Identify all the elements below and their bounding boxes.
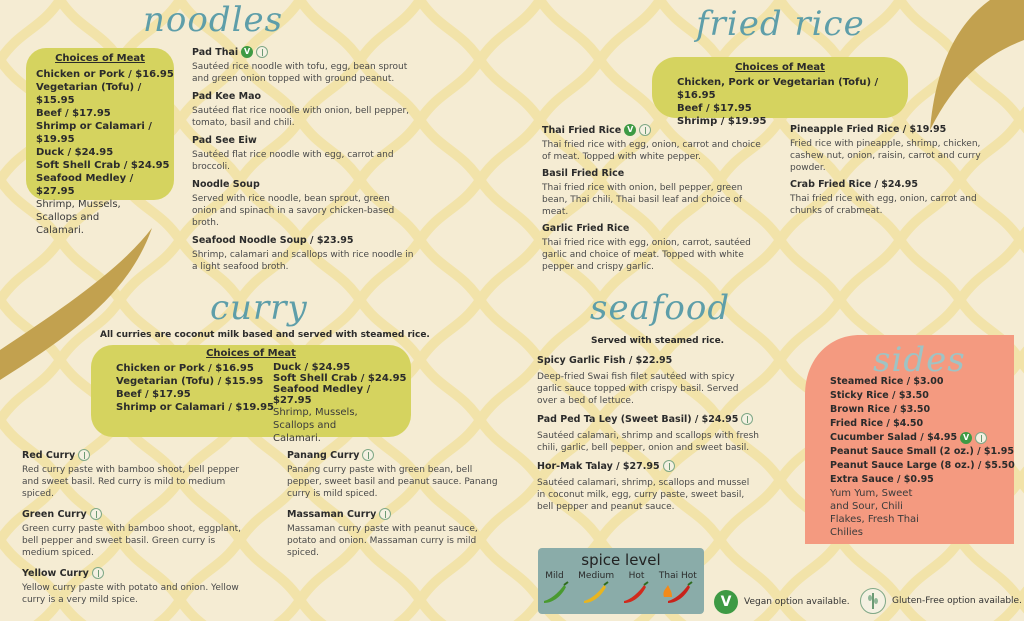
- side-item: Cucumber Salad / $4.95 V: [830, 431, 1012, 445]
- vegan-icon: V: [241, 46, 253, 58]
- spice-title: spice level: [581, 551, 661, 569]
- meat-note: Shrimp, Mussels,: [36, 199, 121, 210]
- dish-name: Seafood Noodle Soup / $23.95: [192, 235, 354, 246]
- dish-name: Thai Fried Rice V: [542, 124, 762, 136]
- noodles-meat-title: Choices of Meat: [55, 53, 145, 64]
- meat-note: Scallops and: [36, 212, 100, 223]
- dish-name: Massaman Curry: [287, 508, 509, 520]
- meat-choice: Seafood Medley / $27.95: [36, 173, 134, 197]
- dish-desc: Fried rice with pineapple, shrimp, chicken, cashew nut, onion, raisin, carrot and curry powder.: [790, 139, 981, 173]
- gluten-free-icon: [741, 413, 753, 425]
- dish-desc: Yellow curry paste with potato and onion. Yellow curry is a very mild spice.: [22, 583, 239, 605]
- meat-choice: Beef / $17.95: [677, 103, 752, 114]
- seafood-note: Served with steamed rice.: [591, 336, 725, 346]
- meat-choice: Shrimp or Calamari / $19.95: [116, 402, 275, 413]
- meat-choice: Beef / $17.95: [116, 389, 191, 400]
- meat-choice: Seafood Medley / $27.95: [273, 384, 371, 406]
- fried-rice-heading: fried rice: [696, 4, 865, 44]
- meat-choice: Vegetarian (Tofu) / $15.95: [36, 82, 142, 106]
- fried-rice-meat-box: [652, 57, 908, 127]
- dish-desc: Sautéed calamari, shrimp and scallops with fresh chili, garlic, bell pepper, onion and sweet basil.: [537, 431, 759, 453]
- meat-note: Calamari.: [36, 225, 84, 236]
- meat-choice: Vegetarian (Tofu) / $15.95: [116, 376, 264, 387]
- side-note: and Sour, Chili: [830, 501, 903, 512]
- legend-vegan: [714, 590, 850, 614]
- spice-label-mild: Mild: [545, 571, 564, 581]
- dish-desc: Served with rice noodle, bean sprout, green onion and spinach in a savory chicken-based broth.: [192, 194, 395, 228]
- spice-label-hot: Hot: [628, 571, 645, 581]
- meat-choice: Chicken, Pork or Vegetarian (Tofu) / $16.95: [677, 77, 879, 101]
- meat-note: Scallops and: [273, 420, 337, 431]
- dish-name: Red Curry: [22, 449, 247, 461]
- dish-desc: Sautéed calamari, shrimp, scallops and mussel in coconut milk, egg, curry paste, sweet basil, bell pepper and peanut sauce.: [537, 478, 750, 512]
- curry-dishes-right: [287, 449, 509, 559]
- gluten-free-icon: [90, 508, 102, 520]
- meat-choice: Shrimp / $19.95: [677, 116, 767, 127]
- dish-name: Green Curry: [22, 508, 247, 520]
- seafood-heading: seafood: [590, 288, 731, 328]
- side-item: Peanut Sauce Large (8 oz.) / $5.50: [830, 460, 1015, 471]
- dish-desc: Panang curry paste with green bean, bell pepper, sweet basil and peanut sauce. Panang curry is mild spiced.: [287, 465, 498, 499]
- side-note: Chilies: [830, 527, 864, 538]
- spice-label-medium: Medium: [578, 571, 615, 581]
- dish-desc: Thai fried rice with egg, onion, carrot and choice of meat. Topped with white pepper.: [542, 140, 761, 162]
- dish-desc: Massaman curry paste with peanut sauce, potato and onion. Massaman curry is mild spiced.: [287, 524, 478, 558]
- green-chili-icon: [544, 582, 568, 603]
- dish-name: Spicy Garlic Fish / $22.95: [537, 355, 673, 366]
- dish-name: Pad Thai V: [192, 46, 417, 58]
- meat-choice: Duck / $24.95: [273, 362, 351, 373]
- dish-name: Crab Fried Rice / $24.95: [790, 179, 918, 190]
- dish-name: Pineapple Fried Rice / $19.95: [790, 124, 947, 135]
- gluten-free-icon: [975, 432, 987, 444]
- side-item: Steamed Rice / $3.00: [830, 376, 944, 387]
- noodles-dishes: [192, 46, 417, 273]
- dish-desc: Thai fried rice with egg, onion, carrot and chunks of crabmeat.: [790, 194, 977, 216]
- dish-desc: Deep-fried Swai fish filet sautéed with spicy garlic sauce topped with crispy basil. Served over a bed of lettuce.: [537, 372, 739, 406]
- dish-desc: Sautéed rice noodle with tofu, egg, bean sprout and green onion topped with ground peanut.: [192, 62, 408, 84]
- fried-rice-dishes-left: [542, 124, 762, 273]
- flaming-chili-icon: [663, 582, 692, 603]
- dish-desc: Green curry paste with bamboo shoot, eggplant, bell pepper and sweet basil. Green curry is medium spiced.: [22, 524, 242, 558]
- vegan-icon: V: [714, 590, 738, 614]
- curry-meat-box: [91, 345, 411, 444]
- noodles-heading: noodles: [143, 0, 284, 40]
- meat-note: Calamari.: [273, 433, 321, 444]
- vegan-icon: V: [960, 432, 972, 444]
- fried-rice-meat-title: Choices of Meat: [735, 62, 825, 73]
- dish-name: Basil Fried Rice: [542, 168, 625, 179]
- curry-meat-title: Choices of Meat: [206, 348, 296, 359]
- side-item: Extra Sauce / $0.95: [830, 474, 934, 485]
- spice-level-box: [538, 548, 704, 614]
- side-note: Yum Yum, Sweet: [830, 488, 913, 499]
- yellow-chili-icon: [584, 582, 608, 603]
- gluten-free-icon: [663, 460, 675, 472]
- vegan-icon: V: [624, 124, 636, 136]
- gluten-free-icon: [362, 449, 374, 461]
- spice-label-thai-hot: Thai Hot: [658, 571, 697, 581]
- meat-choice: Shrimp or Calamari / $19.95: [36, 121, 152, 145]
- dish-desc: Shrimp, calamari and scallops with rice noodle in a light seafood broth.: [192, 250, 414, 272]
- side-item: Peanut Sauce Small (2 oz.) / $1.95: [830, 446, 1014, 457]
- dish-name: Garlic Fried Rice: [542, 223, 630, 234]
- dish-name: Noodle Soup: [192, 179, 260, 190]
- seafood-dishes: [537, 355, 759, 513]
- gluten-free-icon: [379, 508, 391, 520]
- meat-choice: Beef / $17.95: [36, 108, 111, 119]
- dish-name: Pad See Eiw: [192, 135, 257, 146]
- dish-desc: Red curry paste with bamboo shoot, bell pepper and sweet basil. Red curry is mild to medium spiced.: [22, 465, 240, 499]
- gluten-free-icon: [639, 124, 651, 136]
- side-item: Fried Rice / $4.50: [830, 418, 924, 429]
- meat-choice: Chicken or Pork / $16.95: [116, 363, 254, 374]
- dish-desc: Sautéed flat rice noodle with egg, carrot and broccoli.: [192, 150, 394, 172]
- dish-name: Panang Curry: [287, 449, 509, 461]
- dish-name: Pad Kee Mao: [192, 91, 262, 102]
- legend-gf-text: Gluten-Free option available.: [892, 596, 1022, 606]
- dish-name: Yellow Curry: [22, 567, 247, 579]
- meat-note: Shrimp, Mussels,: [273, 407, 358, 418]
- sides-heading: sides: [873, 340, 966, 380]
- meat-choice: Soft Shell Crab / $24.95: [36, 160, 170, 171]
- curry-dishes-left: [22, 449, 247, 606]
- dish-desc: Thai fried rice with onion, bell pepper, green bean, Thai chili, Thai basil leaf and choice of meat.: [542, 183, 743, 217]
- curry-note: All curries are coconut milk based and served with steamed rice.: [100, 330, 430, 340]
- side-item: Brown Rice / $3.50: [830, 404, 931, 415]
- meat-choice: Soft Shell Crab / $24.95: [273, 373, 407, 384]
- gluten-free-icon: [78, 449, 90, 461]
- red-chili-icon: [624, 582, 648, 603]
- curry-heading: curry: [210, 288, 308, 328]
- dish-name: Hor-Mak Talay / $27.95: [537, 460, 759, 472]
- gluten-free-icon: [92, 567, 104, 579]
- side-note: Flakes, Fresh Thai: [830, 514, 919, 525]
- dish-name: Pad Ped Ta Ley (Sweet Basil) / $24.95: [537, 413, 759, 425]
- fried-rice-dishes-right: [790, 124, 1010, 217]
- dish-desc: Sautéed flat rice noodle with onion, bell pepper, tomato, basil and chili.: [192, 106, 410, 128]
- gluten-free-icon: [256, 46, 268, 58]
- meat-choice: Chicken or Pork / $16.95: [36, 69, 174, 80]
- legend-gluten-free: [860, 588, 1022, 614]
- noodles-meat-box: [26, 48, 174, 236]
- meat-choice: Duck / $24.95: [36, 147, 114, 158]
- dish-desc: Thai fried rice with egg, onion, carrot, sautéed garlic and choice of meat. Topped with white pepper and crispy garlic.: [542, 238, 751, 272]
- gluten-free-icon: [860, 588, 886, 614]
- legend-vegan-text: Vegan option available.: [744, 597, 850, 607]
- side-item: Sticky Rice / $3.50: [830, 390, 929, 401]
- sides-list: [830, 375, 1015, 539]
- chili-icons: [538, 581, 704, 607]
